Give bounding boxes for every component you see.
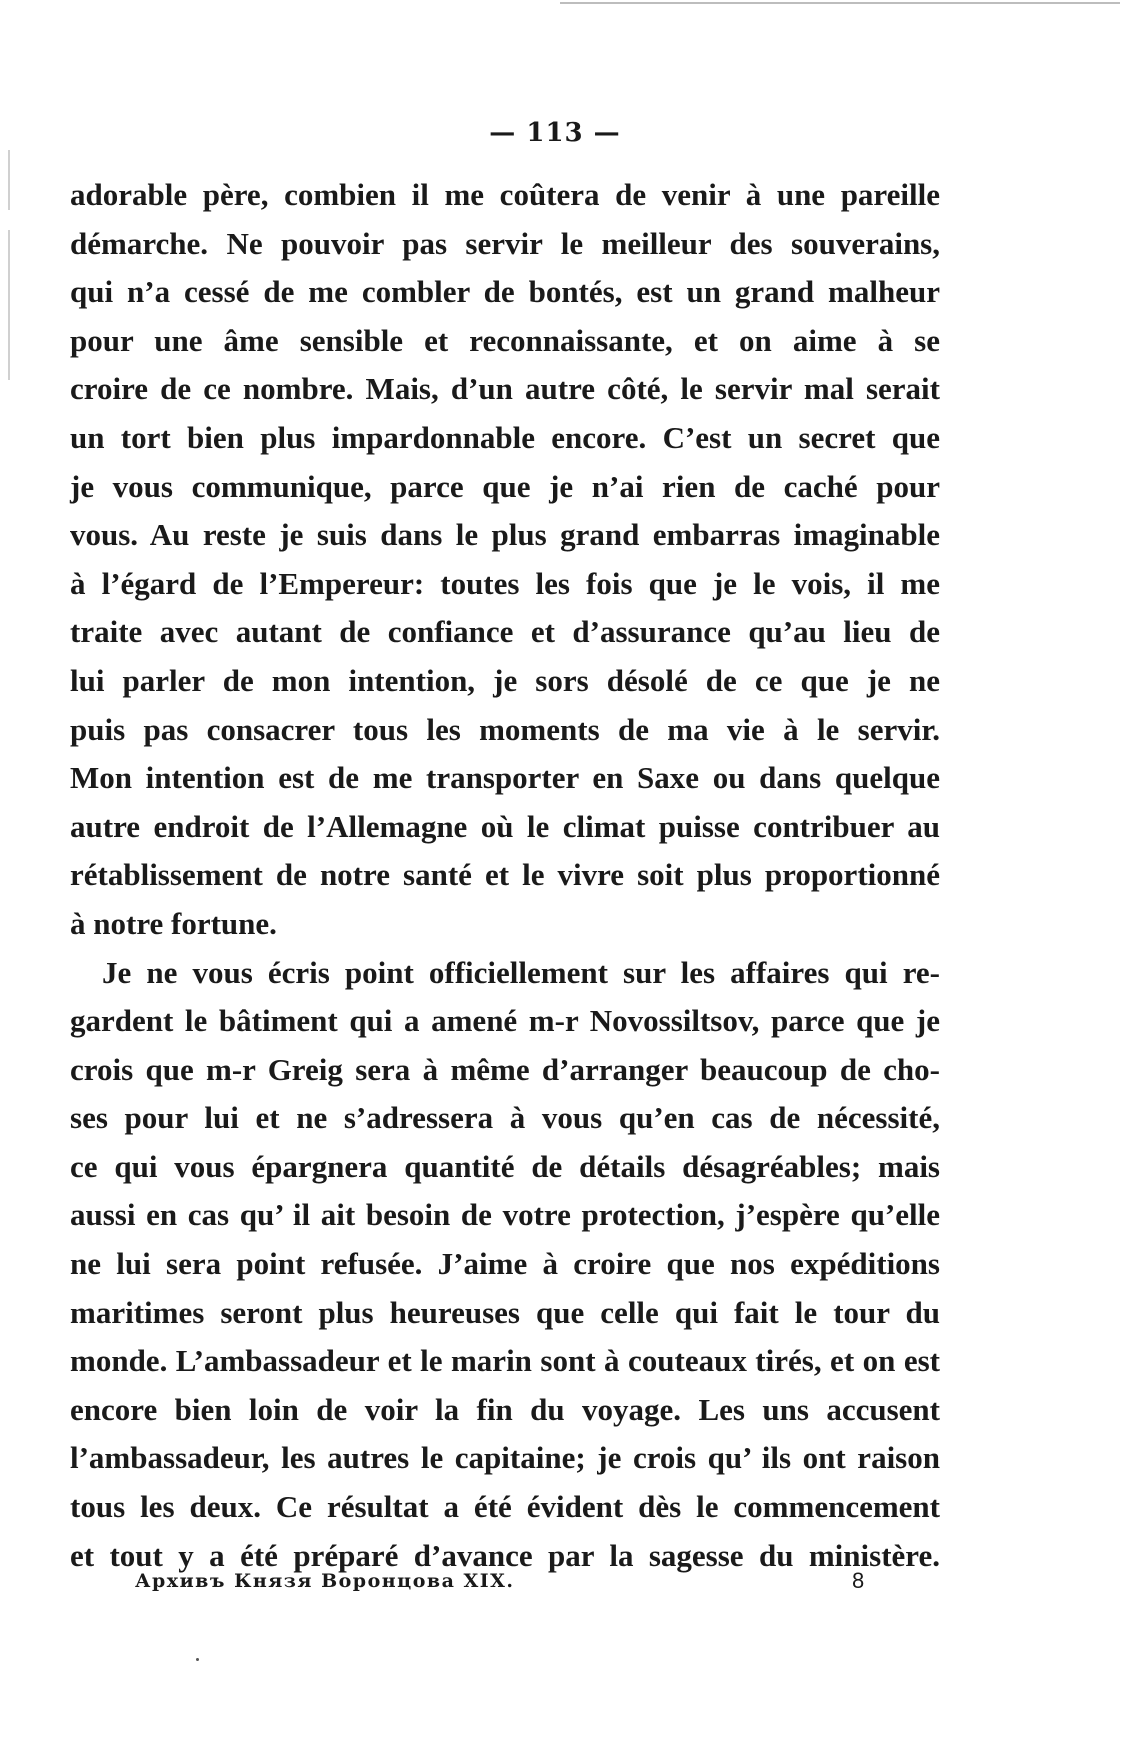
- text-line: ses pour lui et ne s’adressera à vous qu’en cas de nécessité,: [70, 1100, 940, 1136]
- text-line: lui parler de mon intention, je sors désolé de ce que je ne: [70, 662, 940, 698]
- text-line: gardent le bâtiment qui a amené m-r Novossiltsov, parce que je: [70, 1003, 940, 1039]
- text-line: qui n’a cessé de me combler de bontés, est un grand malheur: [70, 274, 940, 310]
- body-text: [70, 171, 940, 1580]
- text-line: pour une âme sensible et reconnaissante, et on aime à se: [70, 322, 940, 358]
- text-line: vous. Au reste je suis dans le plus grand embarras imaginable: [70, 517, 940, 553]
- scan-edge-mark: [8, 150, 10, 210]
- text-line: ne lui sera point refusée. J’aime à croire que nos expéditions: [70, 1246, 940, 1282]
- page-number: — 113 —: [489, 118, 621, 148]
- text-line: autre endroit de l’Allemagne où le climat puisse contribuer au: [70, 808, 940, 844]
- archive-signature: Архивъ Князя Воронцова XIX.: [135, 1570, 515, 1592]
- text-line: je vous communique, parce que je n’ai rien de caché pour: [70, 468, 940, 504]
- text-line: à l’égard de l’Empereur: toutes les fois que je le vois, il me: [70, 565, 940, 601]
- text-line: traite avec autant de confiance et d’assurance qu’au lieu de: [70, 614, 940, 650]
- text-line: tous les deux. Ce résultat a été évident dès le commencement: [70, 1489, 940, 1525]
- text-line: croire de ce nombre. Mais, d’un autre côté, le servir mal serait: [70, 371, 940, 407]
- text-line: maritimes seront plus heureuses que celle qui fait le tour du: [70, 1294, 940, 1330]
- scan-speck: [196, 1658, 199, 1661]
- text-line: puis pas consacrer tous les moments de ma vie à le servir.: [70, 711, 940, 747]
- text-line: à notre fortune.: [70, 905, 277, 941]
- sheet-number: 8: [852, 1568, 866, 1593]
- text-line: rétablissement de notre santé et le vivre soit plus proportionné: [70, 857, 940, 893]
- text-line: Je ne vous écris point officiellement sur les affaires qui re-: [102, 954, 940, 990]
- text-line: un tort bien plus impardonnable encore. C’est un secret que: [70, 419, 940, 455]
- text-line: démarche. Ne pouvoir pas servir le meilleur des souverains,: [70, 225, 940, 261]
- text-line: aussi en cas qu’ il ait besoin de votre protection, j’espère qu’elle: [70, 1197, 940, 1233]
- page-footer: [70, 1568, 940, 1600]
- text-line: l’ambassadeur, les autres le capitaine; je crois qu’ ils ont raison: [70, 1440, 940, 1476]
- scan-top-rule: [560, 2, 1120, 4]
- text-line: crois que m-r Greig sera à même d’arranger beaucoup de cho-: [70, 1051, 940, 1087]
- text-line: et tout y a été préparé d’avance par la sagesse du ministère.: [70, 1537, 940, 1573]
- scan-edge-mark: [8, 230, 10, 380]
- text-line: encore bien loin de voir la fin du voyage. Les uns accusent: [70, 1391, 940, 1427]
- text-line: adorable père, combien il me coûtera de venir à une pareille: [70, 177, 940, 212]
- text-line: Mon intention est de me transporter en Saxe ou dans quelque: [70, 760, 940, 796]
- text-line: monde. L’ambassadeur et le marin sont à couteaux tirés, et on est: [70, 1343, 940, 1379]
- text-line: ce qui vous épargnera quantité de détails désagréables; mais: [70, 1148, 940, 1184]
